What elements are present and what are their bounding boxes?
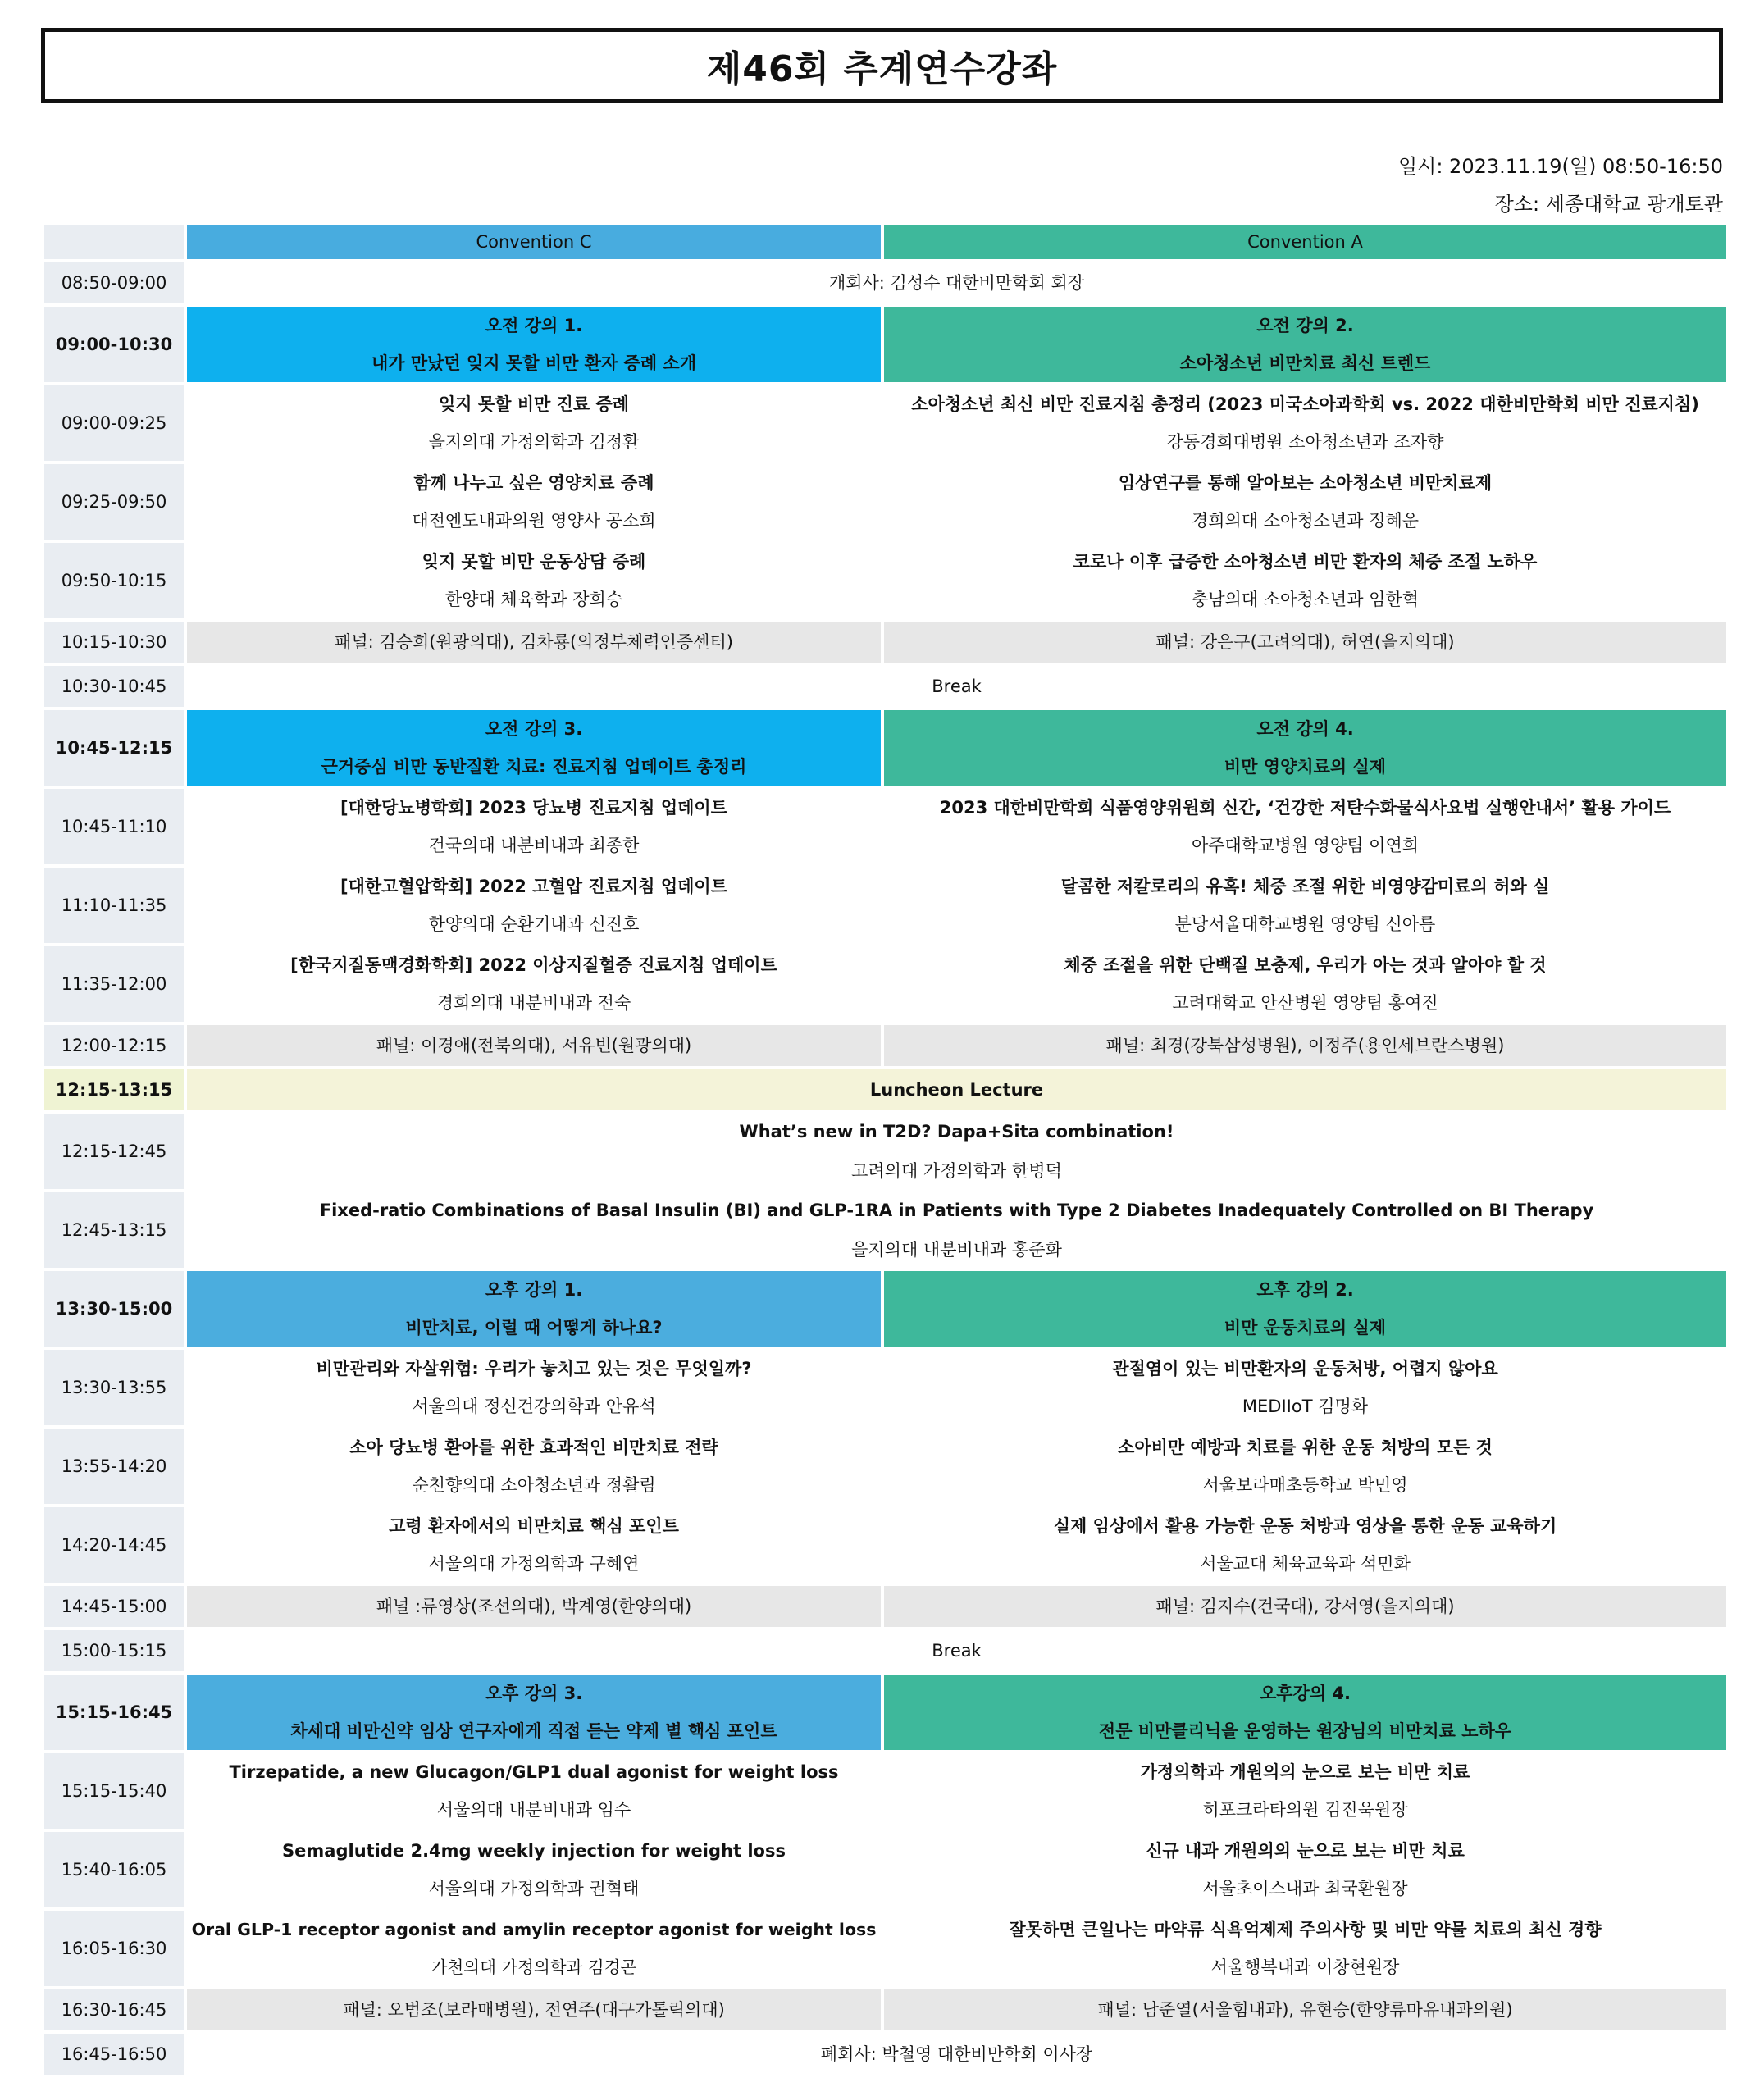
talk-speaker: 대전엔도내과의원 영양사 공소희 <box>412 511 656 531</box>
talk-title: [대한당뇨병학회] 2023 당뇨병 진료지침 업데이트 <box>340 798 728 818</box>
panel-convention-a: 패널: 강은구(고려의대), 허연(을지의대) <box>884 622 1726 663</box>
session-header-convention-c <box>187 1271 881 1347</box>
session-header-convention-a <box>884 1271 1726 1347</box>
page-title: 제46회 추계연수강좌 <box>706 48 1058 90</box>
full-width-item: 폐회사: 박철영 대한비만학회 이사장 <box>187 2034 1726 2075</box>
time-slot: 16:30-16:45 <box>44 1989 184 2030</box>
talk-title: 가정의학과 개원의의 눈으로 보는 비만 치료 <box>1140 1762 1470 1782</box>
talk-title: 소아 당뇨병 환아를 위한 효과적인 비만치료 전략 <box>349 1438 718 1457</box>
time-slot: 10:45-11:10 <box>44 789 184 864</box>
talk-row <box>44 1753 1726 1829</box>
session-title: 소아청소년 비만치료 최신 트렌드 <box>1179 353 1431 373</box>
span-row <box>44 1630 1726 1671</box>
lunch-row <box>44 1069 1726 1110</box>
talk-convention-a <box>884 1911 1726 1986</box>
panel-row <box>44 1025 1726 1066</box>
time-slot: 13:30-13:55 <box>44 1350 184 1425</box>
session-header-convention-c <box>187 710 881 786</box>
talk-row <box>44 1911 1726 1986</box>
session-header-convention-c <box>187 1675 881 1750</box>
talk-title: Tirzepatide, a new Glucagon/GLP1 dual agonist for weight loss <box>229 1762 839 1782</box>
talk-speaker: 강동경희대병원 소아청소년과 조자향 <box>1166 432 1444 452</box>
panel-row <box>44 622 1726 663</box>
time-slot: 12:45-13:15 <box>44 1192 184 1268</box>
talk-convention-a <box>884 789 1726 864</box>
schedule-table <box>41 221 1730 2078</box>
talk-speaker: 가천의대 가정의학과 김경곤 <box>431 1957 637 1977</box>
talk-convention-c <box>187 543 881 618</box>
panel-convention-a: 패널: 김지수(건국대), 강서영(을지의대) <box>884 1586 1726 1627</box>
talk-title: 임상연구를 통해 알아보는 소아청소년 비만치료제 <box>1118 473 1493 493</box>
talk-convention-c <box>187 1911 881 1986</box>
talk-title: 잊지 못할 비만 운동상담 증례 <box>422 552 646 572</box>
talk-convention-a <box>884 868 1726 943</box>
talk-title: 관절염이 있는 비만환자의 운동처방, 어렵지 않아요 <box>1112 1359 1498 1378</box>
session-number: 오후 강의 2. <box>1256 1280 1354 1300</box>
talk-convention-a <box>884 464 1726 540</box>
time-slot: 09:00-10:30 <box>44 307 184 382</box>
talk-speaker: 고려대학교 안산병원 영양팀 홍여진 <box>1172 993 1438 1013</box>
time-slot: 12:15-12:45 <box>44 1114 184 1189</box>
lecture-speaker: 고려의대 가정의학과 한병덕 <box>187 1153 1726 1189</box>
time-slot: 09:00-09:25 <box>44 385 184 461</box>
talk-convention-a <box>884 1832 1726 1907</box>
talk-speaker: 서울의대 내분비내과 임수 <box>436 1800 631 1820</box>
session-header-convention-a <box>884 710 1726 786</box>
time-slot: 16:05-16:30 <box>44 1911 184 1986</box>
session-header-convention-a <box>884 1675 1726 1750</box>
section-row <box>44 710 1726 786</box>
talk-row <box>44 946 1726 1022</box>
talk-title: 신규 내과 개원의의 눈으로 보는 비만 치료 <box>1146 1841 1465 1861</box>
talk-speaker: 서울초이스내과 최국환원장 <box>1202 1879 1408 1898</box>
event-venue: 장소: 세종대학교 광개토관 <box>1494 193 1723 216</box>
talk-speaker: 서울행복내과 이창현원장 <box>1210 1957 1400 1977</box>
talk-speaker: 순천향의대 소아청소년과 정활림 <box>412 1475 656 1495</box>
lecture-row <box>44 1192 1726 1228</box>
lecture-speaker-row <box>44 1153 1726 1189</box>
lecture-speaker-row <box>44 1232 1726 1268</box>
session-number: 오후 강의 3. <box>485 1684 583 1703</box>
talk-title: 잘못하면 큰일나는 마약류 식욕억제제 주의사항 및 비만 약물 치료의 최신 경향 <box>1009 1920 1602 1939</box>
talk-convention-c <box>187 1350 881 1425</box>
talk-convention-a <box>884 1507 1726 1583</box>
talk-title: 코로나 이후 급증한 소아청소년 비만 환자의 체중 조절 노하우 <box>1073 552 1538 572</box>
time-slot: 11:10-11:35 <box>44 868 184 943</box>
talk-speaker: 아주대학교병원 영양팀 이연희 <box>1191 836 1420 855</box>
panel-convention-c: 패널 :류영상(조선의대), 박계영(한양의대) <box>187 1586 881 1627</box>
time-slot: 15:15-15:40 <box>44 1753 184 1829</box>
session-number: 오후강의 4. <box>1259 1684 1351 1703</box>
talk-title: 함께 나누고 싶은 영양치료 증례 <box>413 473 654 493</box>
span-row <box>44 666 1726 707</box>
talk-title: 달콤한 저칼로리의 유혹! 체중 조절 위한 비영양감미료의 허와 실 <box>1060 877 1550 896</box>
talk-convention-c <box>187 946 881 1022</box>
panel-row <box>44 1989 1726 2030</box>
talk-row <box>44 868 1726 943</box>
talk-title: 실제 임상에서 활용 가능한 운동 처방과 영상을 통한 운동 교육하기 <box>1053 1516 1557 1536</box>
time-slot: 09:50-10:15 <box>44 543 184 618</box>
talk-speaker: 경희의대 내분비내과 전숙 <box>436 993 631 1013</box>
full-width-item: Break <box>187 666 1726 707</box>
talk-speaker: 히포크라타의원 김진욱원장 <box>1202 1800 1408 1820</box>
time-slot: 16:45-16:50 <box>44 2034 184 2075</box>
talk-speaker: 충남의대 소아청소년과 임한혁 <box>1191 590 1420 609</box>
talk-row <box>44 464 1726 540</box>
header-corner <box>44 225 184 259</box>
talk-speaker: 서울교대 체육교육과 석민화 <box>1200 1554 1411 1574</box>
talk-speaker: 서울의대 가정의학과 구혜연 <box>428 1554 640 1574</box>
talk-row <box>44 1507 1726 1583</box>
time-slot: 15:15-16:45 <box>44 1675 184 1750</box>
talk-row <box>44 385 1726 461</box>
talk-title: [대한고혈압학회] 2022 고혈압 진료지침 업데이트 <box>340 877 728 896</box>
talk-speaker: 건국의대 내분비내과 최종한 <box>428 836 640 855</box>
talk-speaker: 경희의대 소아청소년과 정혜운 <box>1191 511 1420 531</box>
talk-speaker: 서울의대 가정의학과 권혁태 <box>428 1879 640 1898</box>
session-number: 오전 강의 4. <box>1256 719 1354 739</box>
session-number: 오전 강의 2. <box>1256 316 1354 335</box>
session-title: 비만 영양치료의 실제 <box>1224 757 1387 777</box>
header-convention-a: Convention A <box>884 225 1726 259</box>
talk-title: 체중 조절을 위한 단백질 보충제, 우리가 아는 것과 알아야 할 것 <box>1064 955 1547 975</box>
time-slot: 10:45-12:15 <box>44 710 184 786</box>
time-slot: 08:50-09:00 <box>44 262 184 303</box>
talk-title: 고령 환자에서의 비만치료 핵심 포인트 <box>389 1516 679 1536</box>
time-slot: 12:15-13:15 <box>44 1069 184 1110</box>
time-slot: 10:30-10:45 <box>44 666 184 707</box>
session-number: 오후 강의 1. <box>485 1280 583 1300</box>
talk-convention-c <box>187 1429 881 1504</box>
session-title: 근거중심 비만 동반질환 치료: 진료지침 업데이트 총정리 <box>321 757 747 777</box>
talk-convention-a <box>884 385 1726 461</box>
talk-convention-c <box>187 868 881 943</box>
talk-convention-a <box>884 1753 1726 1829</box>
talk-row <box>44 1350 1726 1425</box>
talk-title: [한국지질동맥경화학회] 2022 이상지질혈증 진료지침 업데이트 <box>290 955 777 975</box>
lecture-row <box>44 1114 1726 1150</box>
talk-convention-c <box>187 789 881 864</box>
session-title: 내가 만났던 잊지 못할 비만 환자 증례 소개 <box>371 353 697 373</box>
header-convention-c: Convention C <box>187 225 881 259</box>
time-slot: 11:35-12:00 <box>44 946 184 1022</box>
talk-row <box>44 789 1726 864</box>
session-title: 비만 운동치료의 실제 <box>1224 1318 1387 1337</box>
session-header-convention-c <box>187 307 881 382</box>
lecture-title: Fixed-ratio Combinations of Basal Insulin (BI) and GLP-1RA in Patients with Type 2 Diabetes Inadequately Controlled on BI Therapy <box>187 1192 1726 1228</box>
session-header-convention-a <box>884 307 1726 382</box>
time-slot: 15:40-16:05 <box>44 1832 184 1907</box>
talk-title: 소아비만 예방과 치료를 위한 운동 처방의 모든 것 <box>1118 1438 1493 1457</box>
talk-convention-a <box>884 543 1726 618</box>
talk-speaker: MEDIIoT 김명화 <box>1242 1397 1369 1416</box>
event-date: 일시: 2023.11.19(일) 08:50-16:50 <box>1397 155 1723 178</box>
time-slot: 14:20-14:45 <box>44 1507 184 1583</box>
lecture-title: What’s new in T2D? Dapa+Sita combination! <box>187 1114 1726 1150</box>
talk-convention-c <box>187 464 881 540</box>
talk-convention-c <box>187 1507 881 1583</box>
talk-speaker: 서울보라매초등학교 박민영 <box>1202 1475 1408 1495</box>
talk-speaker: 분당서울대학교병원 영양팀 신아름 <box>1174 914 1436 934</box>
time-slot: 14:45-15:00 <box>44 1586 184 1627</box>
talk-convention-a <box>884 1429 1726 1504</box>
time-slot: 13:55-14:20 <box>44 1429 184 1504</box>
session-number: 오전 강의 1. <box>485 316 583 335</box>
panel-convention-a: 패널: 최경(강북삼성병원), 이정주(용인세브란스병원) <box>884 1025 1726 1066</box>
panel-convention-a: 패널: 남준열(서울힘내과), 유현승(한양류마유내과의원) <box>884 1989 1726 2030</box>
talk-speaker: 한양대 체육학과 장희승 <box>444 590 623 609</box>
session-title: 전문 비만클리닉을 운영하는 원장님의 비만치료 노하우 <box>1098 1721 1512 1741</box>
talk-title: 잊지 못할 비만 진료 증례 <box>438 394 630 414</box>
talk-speaker: 한양의대 순환기내과 신진호 <box>428 914 640 934</box>
talk-speaker: 을지의대 가정의학과 김정환 <box>428 432 640 452</box>
time-slot: 10:15-10:30 <box>44 622 184 663</box>
page-title-box <box>41 28 1723 103</box>
talk-row <box>44 543 1726 618</box>
talk-convention-a <box>884 946 1726 1022</box>
section-row <box>44 1675 1726 1750</box>
full-width-item: 개회사: 김성수 대한비만학회 회장 <box>187 262 1726 303</box>
section-row <box>44 1271 1726 1347</box>
talk-speaker: 서울의대 정신건강의학과 안유석 <box>412 1397 656 1416</box>
time-slot: 15:00-15:15 <box>44 1630 184 1671</box>
talk-convention-a <box>884 1350 1726 1425</box>
talk-row <box>44 1429 1726 1504</box>
time-slot: 12:00-12:15 <box>44 1025 184 1066</box>
talk-title: 소아청소년 최신 비만 진료지침 총정리 (2023 미국소아과학회 vs. 2022 대한비만학회 비만 진료지침) <box>911 394 1699 414</box>
talk-title: Semaglutide 2.4mg weekly injection for weight loss <box>282 1841 786 1861</box>
span-row <box>44 262 1726 303</box>
header-row <box>44 225 1726 259</box>
session-number: 오전 강의 3. <box>485 719 583 739</box>
full-width-item: Break <box>187 1630 1726 1671</box>
panel-convention-c: 패널: 이경애(전북의대), 서유빈(원광의대) <box>187 1025 881 1066</box>
section-row <box>44 307 1726 382</box>
talk-convention-c <box>187 1753 881 1829</box>
session-title: 차세대 비만신약 임상 연구자에게 직접 듣는 약제 별 핵심 포인트 <box>290 1721 777 1741</box>
time-slot: 09:25-09:50 <box>44 464 184 540</box>
lecture-speaker: 을지의대 내분비내과 홍준화 <box>187 1232 1726 1268</box>
talk-convention-c <box>187 1832 881 1907</box>
session-title: 비만치료, 이럴 때 어떻게 하나요? <box>405 1318 663 1337</box>
luncheon-lecture-header: Luncheon Lecture <box>187 1069 1726 1110</box>
panel-convention-c: 패널: 김승희(원광의대), 김차룡(의정부체력인증센터) <box>187 622 881 663</box>
talk-title: 2023 대한비만학회 식품영양위원회 신간, ‘건강한 저탄수화물식사요법 실행안내서’ 활용 가이드 <box>939 798 1671 818</box>
span-row <box>44 2034 1726 2075</box>
talk-convention-c <box>187 385 881 461</box>
talk-title: 비만관리와 자살위험: 우리가 놓치고 있는 것은 무엇일까? <box>316 1359 752 1378</box>
talk-row <box>44 1832 1726 1907</box>
talk-title: Oral GLP-1 receptor agonist and amylin receptor agonist for weight loss <box>191 1920 877 1939</box>
panel-row <box>44 1586 1726 1627</box>
time-slot: 13:30-15:00 <box>44 1271 184 1347</box>
panel-convention-c: 패널: 오범조(보라매병원), 전연주(대구가톨릭의대) <box>187 1989 881 2030</box>
